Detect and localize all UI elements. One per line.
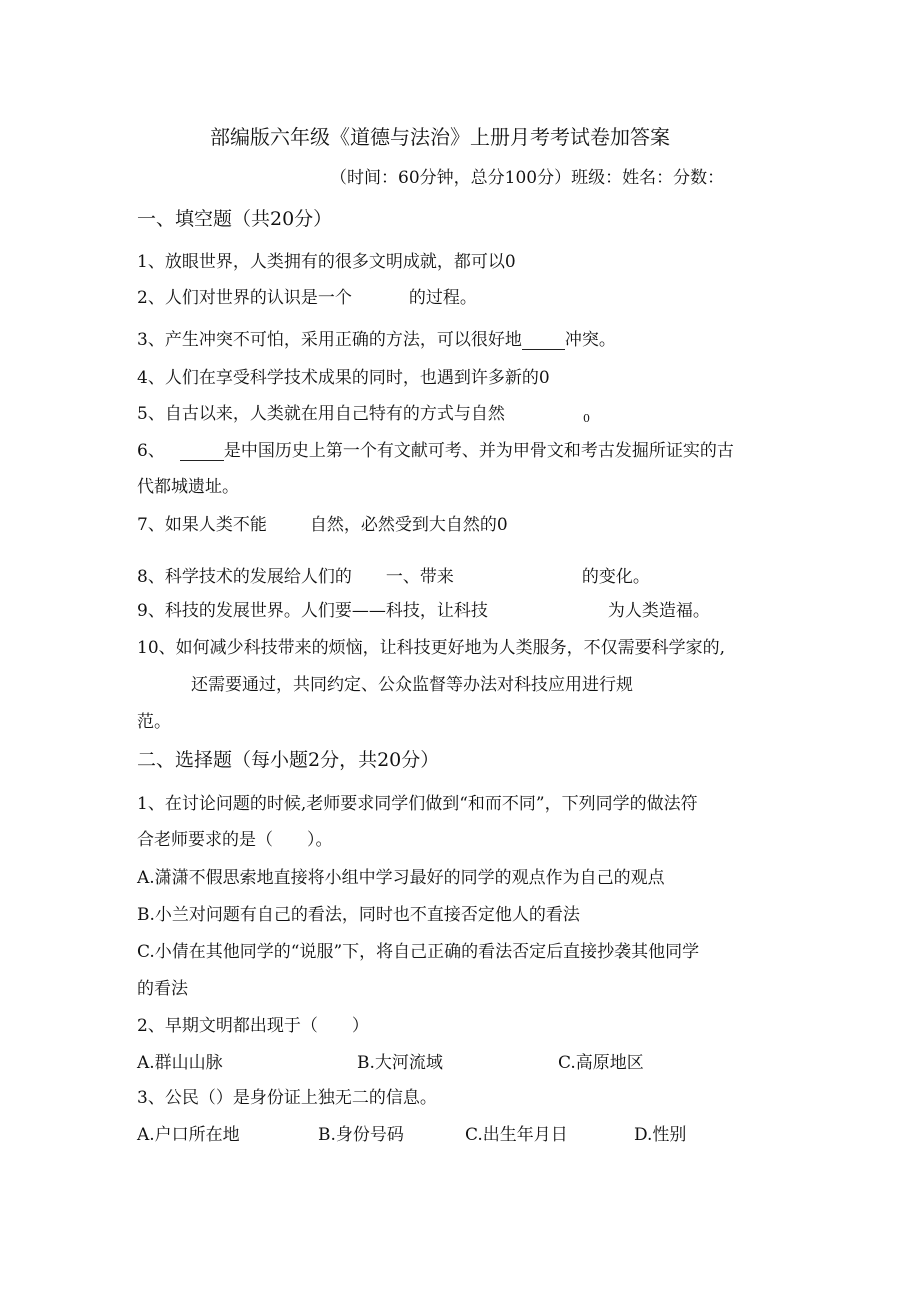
page-title: 部编版六年级《道德与法治》上册月考考试卷加答案 — [210, 125, 670, 149]
choice-question-2: 2、早期文明都出现于（ ） — [137, 1016, 369, 1036]
choice-question-1-option-c-continued: 的看法 — [137, 979, 188, 999]
fill-question-6-continued: 代都城遗址。 — [137, 477, 239, 497]
fill-question-4: 4、人们在享受科学技术成果的同时，也遇到许多新的0 — [137, 368, 550, 388]
fill-question-8-mid: 一、带来 — [385, 567, 454, 587]
section-heading-fill-in: 一、填空题（共20分） — [137, 208, 333, 230]
choice-question-2-option-a: A.群山山脉 — [137, 1053, 223, 1073]
fill-question-8-text: 8、科学技术的发展给人们的 — [137, 567, 352, 587]
fill-question-5: 5、自古以来，人类就在用自己特有的方式与自然 — [137, 404, 505, 424]
section-heading-choice: 二、选择题（每小题2分，共20分） — [137, 749, 440, 771]
choice-question-3-option-d: D.性别 — [634, 1125, 687, 1145]
fill-question-7-tail: 自然，必然受到大自然的0 — [309, 515, 508, 535]
exam-info: （时间：60分钟，总分100分）班级：姓名：分数： — [330, 168, 725, 188]
fill-question-2-tail: 的过程。 — [408, 288, 477, 308]
choice-question-1-option-c: C.小倩在其他同学的“说服”下，将自己正确的看法否定后直接抄袭其他同学 — [137, 942, 700, 962]
fill-question-6-text: 是中国历史上第一个有文献可考、并为甲骨文和考古发掘所证实的古 — [223, 441, 734, 461]
fill-question-9-text: 9、科技的发展世界。人们要——科技，让科技 — [137, 601, 488, 621]
fill-question-2-text: 2、人们对世界的认识是一个 — [137, 288, 352, 308]
fill-question-2 — [137, 288, 477, 308]
choice-question-3-option-a: A.户口所在地 — [137, 1125, 240, 1145]
fill-question-3 — [137, 330, 616, 350]
fill-question-3-tail: 冲突。 — [564, 330, 616, 350]
fill-question-6-number: 6、 — [137, 441, 165, 461]
fill-question-9-tail: 为人类造福。 — [607, 601, 710, 621]
choice-question-1-option-b: B.小兰对问题有自己的看法，同时也不直接否定他人的看法 — [137, 905, 580, 925]
fill-question-8 — [137, 567, 650, 587]
fill-question-3-text: 3、产生冲突不可怕，采用正确的方法，可以很好地 — [137, 330, 522, 350]
fill-question-1: 1、放眼世界，人类拥有的很多文明成就，都可以0 — [137, 252, 516, 272]
fill-question-8-tail: 的变化。 — [581, 567, 650, 587]
choice-question-3: 3、公民（）是身份证上独无二的信息。 — [137, 1088, 437, 1108]
choice-question-1: 1、在讨论问题的时候,老师要求同学们做到“和而不同”，下列同学的做法符 — [137, 794, 698, 814]
fill-question-9 — [137, 601, 710, 621]
fill-question-10: 10、如何减少科技带来的烦恼，让科技更好地为人类服务，不仅需要科学家的, — [137, 638, 726, 658]
choice-question-3-option-c: C.出生年月日 — [465, 1125, 568, 1145]
choice-question-1-continued: 合老师要求的是（ ）。 — [137, 830, 333, 850]
fill-question-5-mark: 0 — [583, 412, 590, 425]
choice-question-1-option-a: A.潇潇不假思索地直接将小组中学习最好的同学的观点作为自己的观点 — [137, 868, 665, 888]
answer-blank — [180, 443, 224, 461]
choice-question-3-option-b: B.身份号码 — [318, 1125, 404, 1145]
fill-question-7-text: 7、如果人类不能 — [137, 515, 267, 535]
fill-question-6 — [137, 441, 734, 461]
fill-question-10-line-2: 还需要通过，共同约定、公众监督等办法对科技应用进行规 — [191, 675, 633, 695]
fill-question-7 — [137, 515, 508, 535]
choice-question-2-option-c: C.高原地区 — [558, 1053, 644, 1073]
choice-question-2-option-b: B.大河流域 — [357, 1053, 443, 1073]
answer-blank — [522, 332, 565, 350]
fill-question-10-line-3: 范。 — [137, 712, 171, 732]
